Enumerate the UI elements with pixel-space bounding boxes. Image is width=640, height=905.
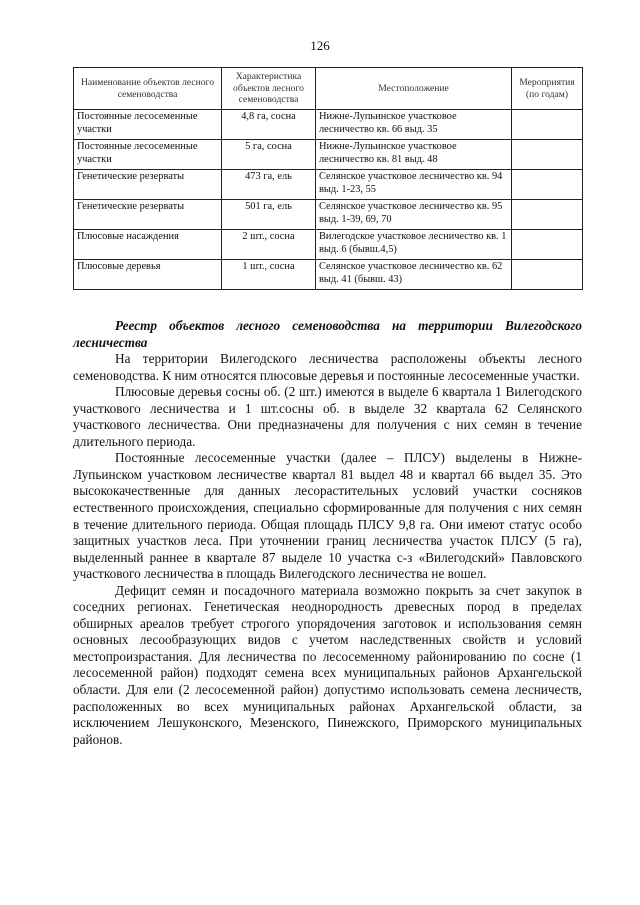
cell-name: Постоянные лесосеменные участки: [74, 110, 222, 140]
table-row: [74, 230, 583, 260]
cell-characteristic: 473 га, ель: [222, 170, 316, 200]
header-location: Местоположение: [316, 68, 512, 110]
cell-characteristic: 5 га, сосна: [222, 140, 316, 170]
registry-table: [73, 67, 583, 290]
cell-name: Постоянные лесосеменные участки: [74, 140, 222, 170]
cell-events: [512, 260, 583, 290]
paragraph: Постоянные лесосеменные участки (далее – ПЛСУ) выделены в Нижне-Лупьинском участковом лесничестве квартал 81 выдел 48 и квартал 66 выдел 35. Это высококачественные для данных лесорастительных условий участки сосняков естественного происхождения, специально сформированные для получения с них семян в течение длительного периода. Общая площадь ПЛСУ 9,8 га. Они имеют статус особо защитных участков леса. При уточнении границ лесничества участок ПЛСУ (5 га), выделенный раннее в квартале 87 выделе 10 участка с-з «Вилегодский» Павловского участкового лесничества в площадь Вилегодского лесничества не вошел.: [73, 450, 582, 582]
document-body: [73, 318, 582, 748]
header-name: Наименование объектов лесного семеноводства: [74, 68, 222, 110]
cell-location: Селянское участковое лесничество кв. 95 выд. 1-39, 69, 70: [316, 200, 512, 230]
cell-name: Плюсовые насаждения: [74, 230, 222, 260]
header-characteristic: Характеристика объектов лесного семеноводства: [222, 68, 316, 110]
cell-name: Плюсовые деревья: [74, 260, 222, 290]
cell-characteristic: 2 шт., сосна: [222, 230, 316, 260]
table-row: [74, 200, 583, 230]
cell-characteristic: 501 га, ель: [222, 200, 316, 230]
cell-events: [512, 170, 583, 200]
cell-name: Генетические резерваты: [74, 200, 222, 230]
table-row: [74, 170, 583, 200]
cell-location: Вилегодское участковое лесничество кв. 1 выд. 6 (бывш.4,5): [316, 230, 512, 260]
cell-events: [512, 140, 583, 170]
cell-characteristic: 4,8 га, сосна: [222, 110, 316, 140]
cell-events: [512, 230, 583, 260]
page-number: 126: [310, 38, 330, 53]
table-row: [74, 260, 583, 290]
paragraph: На территории Вилегодского лесничества расположены объекты лесного семеноводства. К ним относятся плюсовые деревья и постоянные лесосеменные участки.: [73, 351, 582, 383]
paragraph: Плюсовые деревья сосны об. (2 шт.) имеются в выделе 6 квартала 1 Вилегодского участкового лесничества и 1 шт.сосны об. в выделе 32 квартала 62 Селянского участкового лесничества. Они предназначены для получения с них семян в течение длительного периода.: [73, 384, 582, 449]
cell-characteristic: 1 шт., сосна: [222, 260, 316, 290]
cell-location: Селянское участковое лесничество кв. 62 выд. 41 (бывш. 43): [316, 260, 512, 290]
cell-location: Нижне-Лупьинское участковое лесничество кв. 66 выд. 35: [316, 110, 512, 140]
cell-events: [512, 110, 583, 140]
table-row: [74, 110, 583, 140]
cell-location: Селянское участковое лесничество кв. 94 выд. 1-23, 55: [316, 170, 512, 200]
paragraph: Дефицит семян и посадочного материала возможно покрыть за счет закупок в соседних регионах. Генетическая неоднородность древесных пород в пределах обширных ареалов требует строгого упорядочения заготовок и использования семян основных лесообразующих видов с учетом наследственных свойств и условий местопроизрастания. Для лесничества по лесосеменному районированию по сосне (1 лесосеменной район) подходят семена всех муниципальных районов Архангельской области. Для ели (2 лесосеменной район) допустимо использовать семена лесничеств, расположенных во всех муниципальных районах Архангельской области, за исключением Лешуконского, Мезенского, Пинежского, Приморского муниципальных районов.: [73, 582, 582, 747]
cell-events: [512, 200, 583, 230]
cell-location: Нижне-Лупьинское участковое лесничество кв. 81 выд. 48: [316, 140, 512, 170]
cell-name: Генетические резерваты: [74, 170, 222, 200]
table-header-row: [74, 68, 583, 110]
section-title: Реестр объектов лесного семеноводства на территории Вилегодского лесничества: [73, 318, 582, 350]
header-events: Мероприятия (по годам): [512, 68, 583, 110]
table-row: [74, 140, 583, 170]
